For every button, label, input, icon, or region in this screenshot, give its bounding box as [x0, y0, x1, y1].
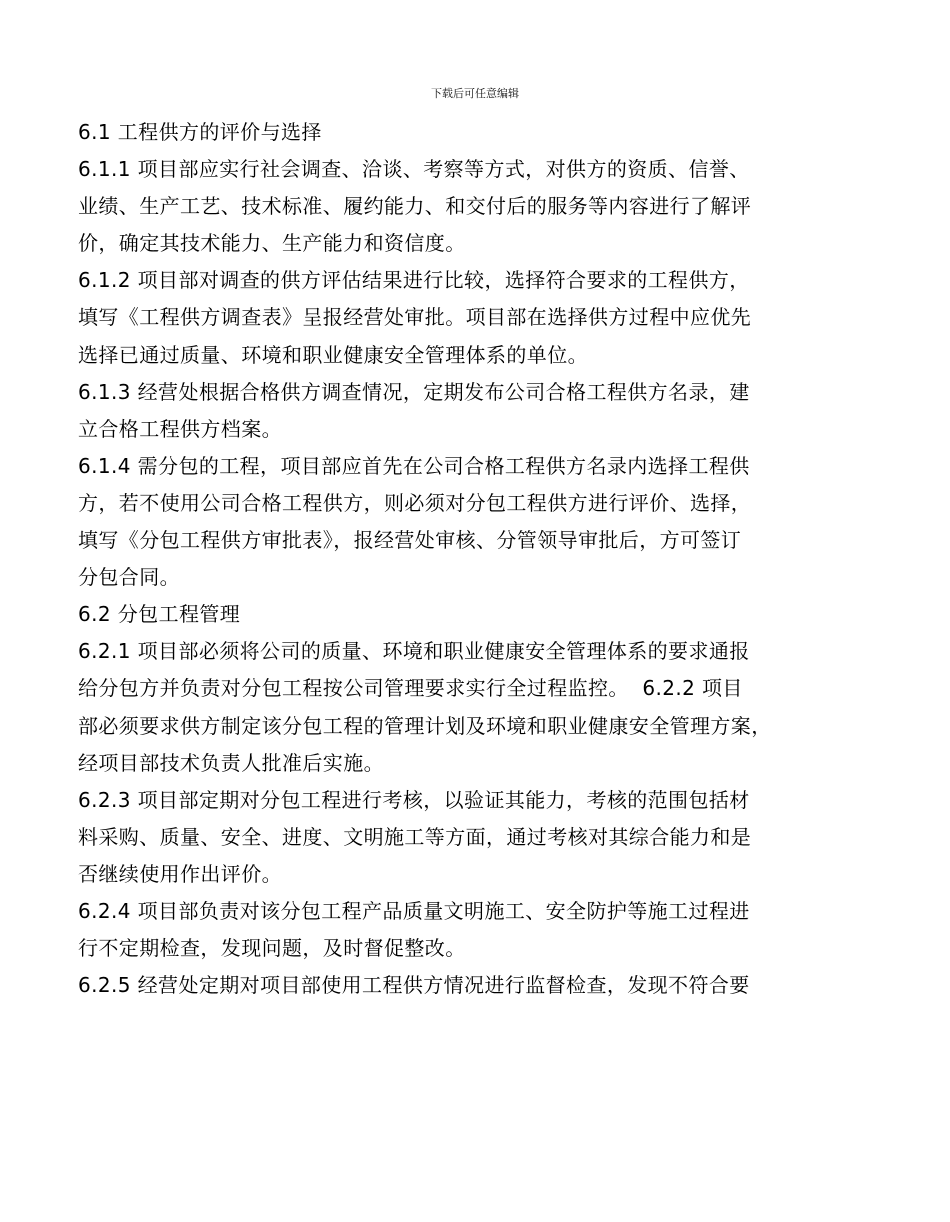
text-line: 料采购、质量、安全、进度、文明施工等方面，通过考核对其综合能力和是 [78, 824, 752, 849]
text-line: 给分包方并负责对分包工程按公司管理要求实行全过程监控。 6.2.2 项目 [78, 676, 743, 701]
text-line: 6.1.4 需分包的工程，项目部应首先在公司合格工程供方名录内选择工程供 [78, 453, 750, 478]
page-header-note: 下载后可任意编辑 [431, 87, 519, 100]
text-line: 6.2.5 经营处定期对项目部使用工程供方情况进行监督检查，发现不符合要 [78, 973, 750, 998]
text-line: 6.1.1 项目部应实行社会调查、洽谈、考察等方式，对供方的资质、信誉、 [78, 157, 750, 182]
text-line: 否继续使用作出评价。 [78, 861, 282, 886]
text-line: 立合格工程供方档案。 [78, 416, 282, 441]
text-line: 6.2.1 项目部必须将公司的质量、环境和职业健康安全管理体系的要求通报 [78, 639, 750, 664]
text-line: 填写《工程供方调查表》呈报经营处审批。项目部在选择供方过程中应优先 [78, 305, 752, 330]
text-line: 6.1.3 经营处根据合格供方调查情况，定期发布公司合格工程供方名录，建 [78, 379, 750, 404]
text-line: 选择已通过质量、环境和职业健康安全管理体系的单位。 [78, 342, 588, 367]
text-line: 6.2.3 项目部定期对分包工程进行考核，以验证其能力，考核的范围包括材 [78, 787, 750, 812]
text-line: 方，若不使用公司合格工程供方，则必须对分包工程供方进行评价、选择， [78, 490, 752, 515]
document-body [78, 114, 838, 1004]
text-line: 填写《分包工程供方审批表》，报经营处审核、分管领导审批后，方可签订 [78, 528, 742, 553]
text-line: 业绩、生产工艺、技术标准、履约能力、和交付后的服务等内容进行了解评 [78, 194, 752, 219]
text-line: 行不定期检查，发现问题，及时督促整改。 [78, 936, 466, 961]
text-line: 6.2.4 项目部负责对该分包工程产品质量文明施工、安全防护等施工过程进 [78, 898, 750, 923]
text-line: 价，确定其技术能力、生产能力和资信度。 [78, 231, 466, 256]
text-line: 部必须要求供方制定该分包工程的管理计划及环境和职业健康安全管理方案， [78, 713, 772, 738]
section-heading-6-1: 6.1 工程供方的评价与选择 [78, 120, 322, 144]
text-line: 分包合同。 [78, 565, 180, 590]
text-line: 6.1.2 项目部对调查的供方评估结果进行比较，选择符合要求的工程供方， [78, 268, 750, 293]
section-heading-6-2: 6.2 分包工程管理 [78, 602, 241, 627]
text-line: 经项目部技术负责人批准后实施。 [78, 750, 384, 775]
